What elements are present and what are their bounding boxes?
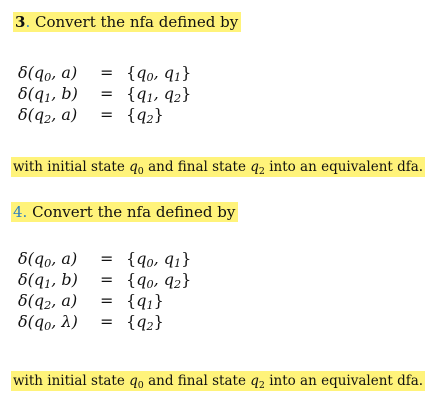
problem-4-title: Convert the nfa defined by [27,203,236,221]
equation-row: $\delta(q_0$, a) = {$q_0$, $q_1$} [18,249,192,270]
equation-row: $\delta(q_0$, λ) = $\{q_2\}$ [18,312,164,333]
problem-3-sentence: with initial state $q_0$ and final state $q_2$ into an equivalent dfa. [13,159,424,177]
equation-row: $\delta(q_1$, b) = {$q_1$, $q_2$} [18,84,192,105]
problem-3-equations [18,62,258,125]
equation-row: $\delta(q_2$, a) = $\{q_2\}$ [18,105,164,126]
equation-row: $\delta(q_1$, b) = {$q_0$, $q_2$} [18,270,192,291]
problem-3-separator: . [25,13,31,31]
equation-row: $\delta(q_0$, a) = {$q_0$, $q_1$} [18,63,192,84]
problem-4-heading [11,202,238,222]
problem-3-heading [13,12,241,32]
problem-4-equations [18,248,258,332]
problem-3-title: Convert the nfa defined by [35,13,239,31]
problem-4-sentence: with initial state $q_0$ and final state $q_2$ into an equivalent dfa. [13,373,424,391]
equation-row: $\delta(q_2$, a) = $\{q_1\}$ [18,291,164,312]
problem-3-number: 3 [15,13,26,31]
problem-4-number: 4. [13,203,28,221]
